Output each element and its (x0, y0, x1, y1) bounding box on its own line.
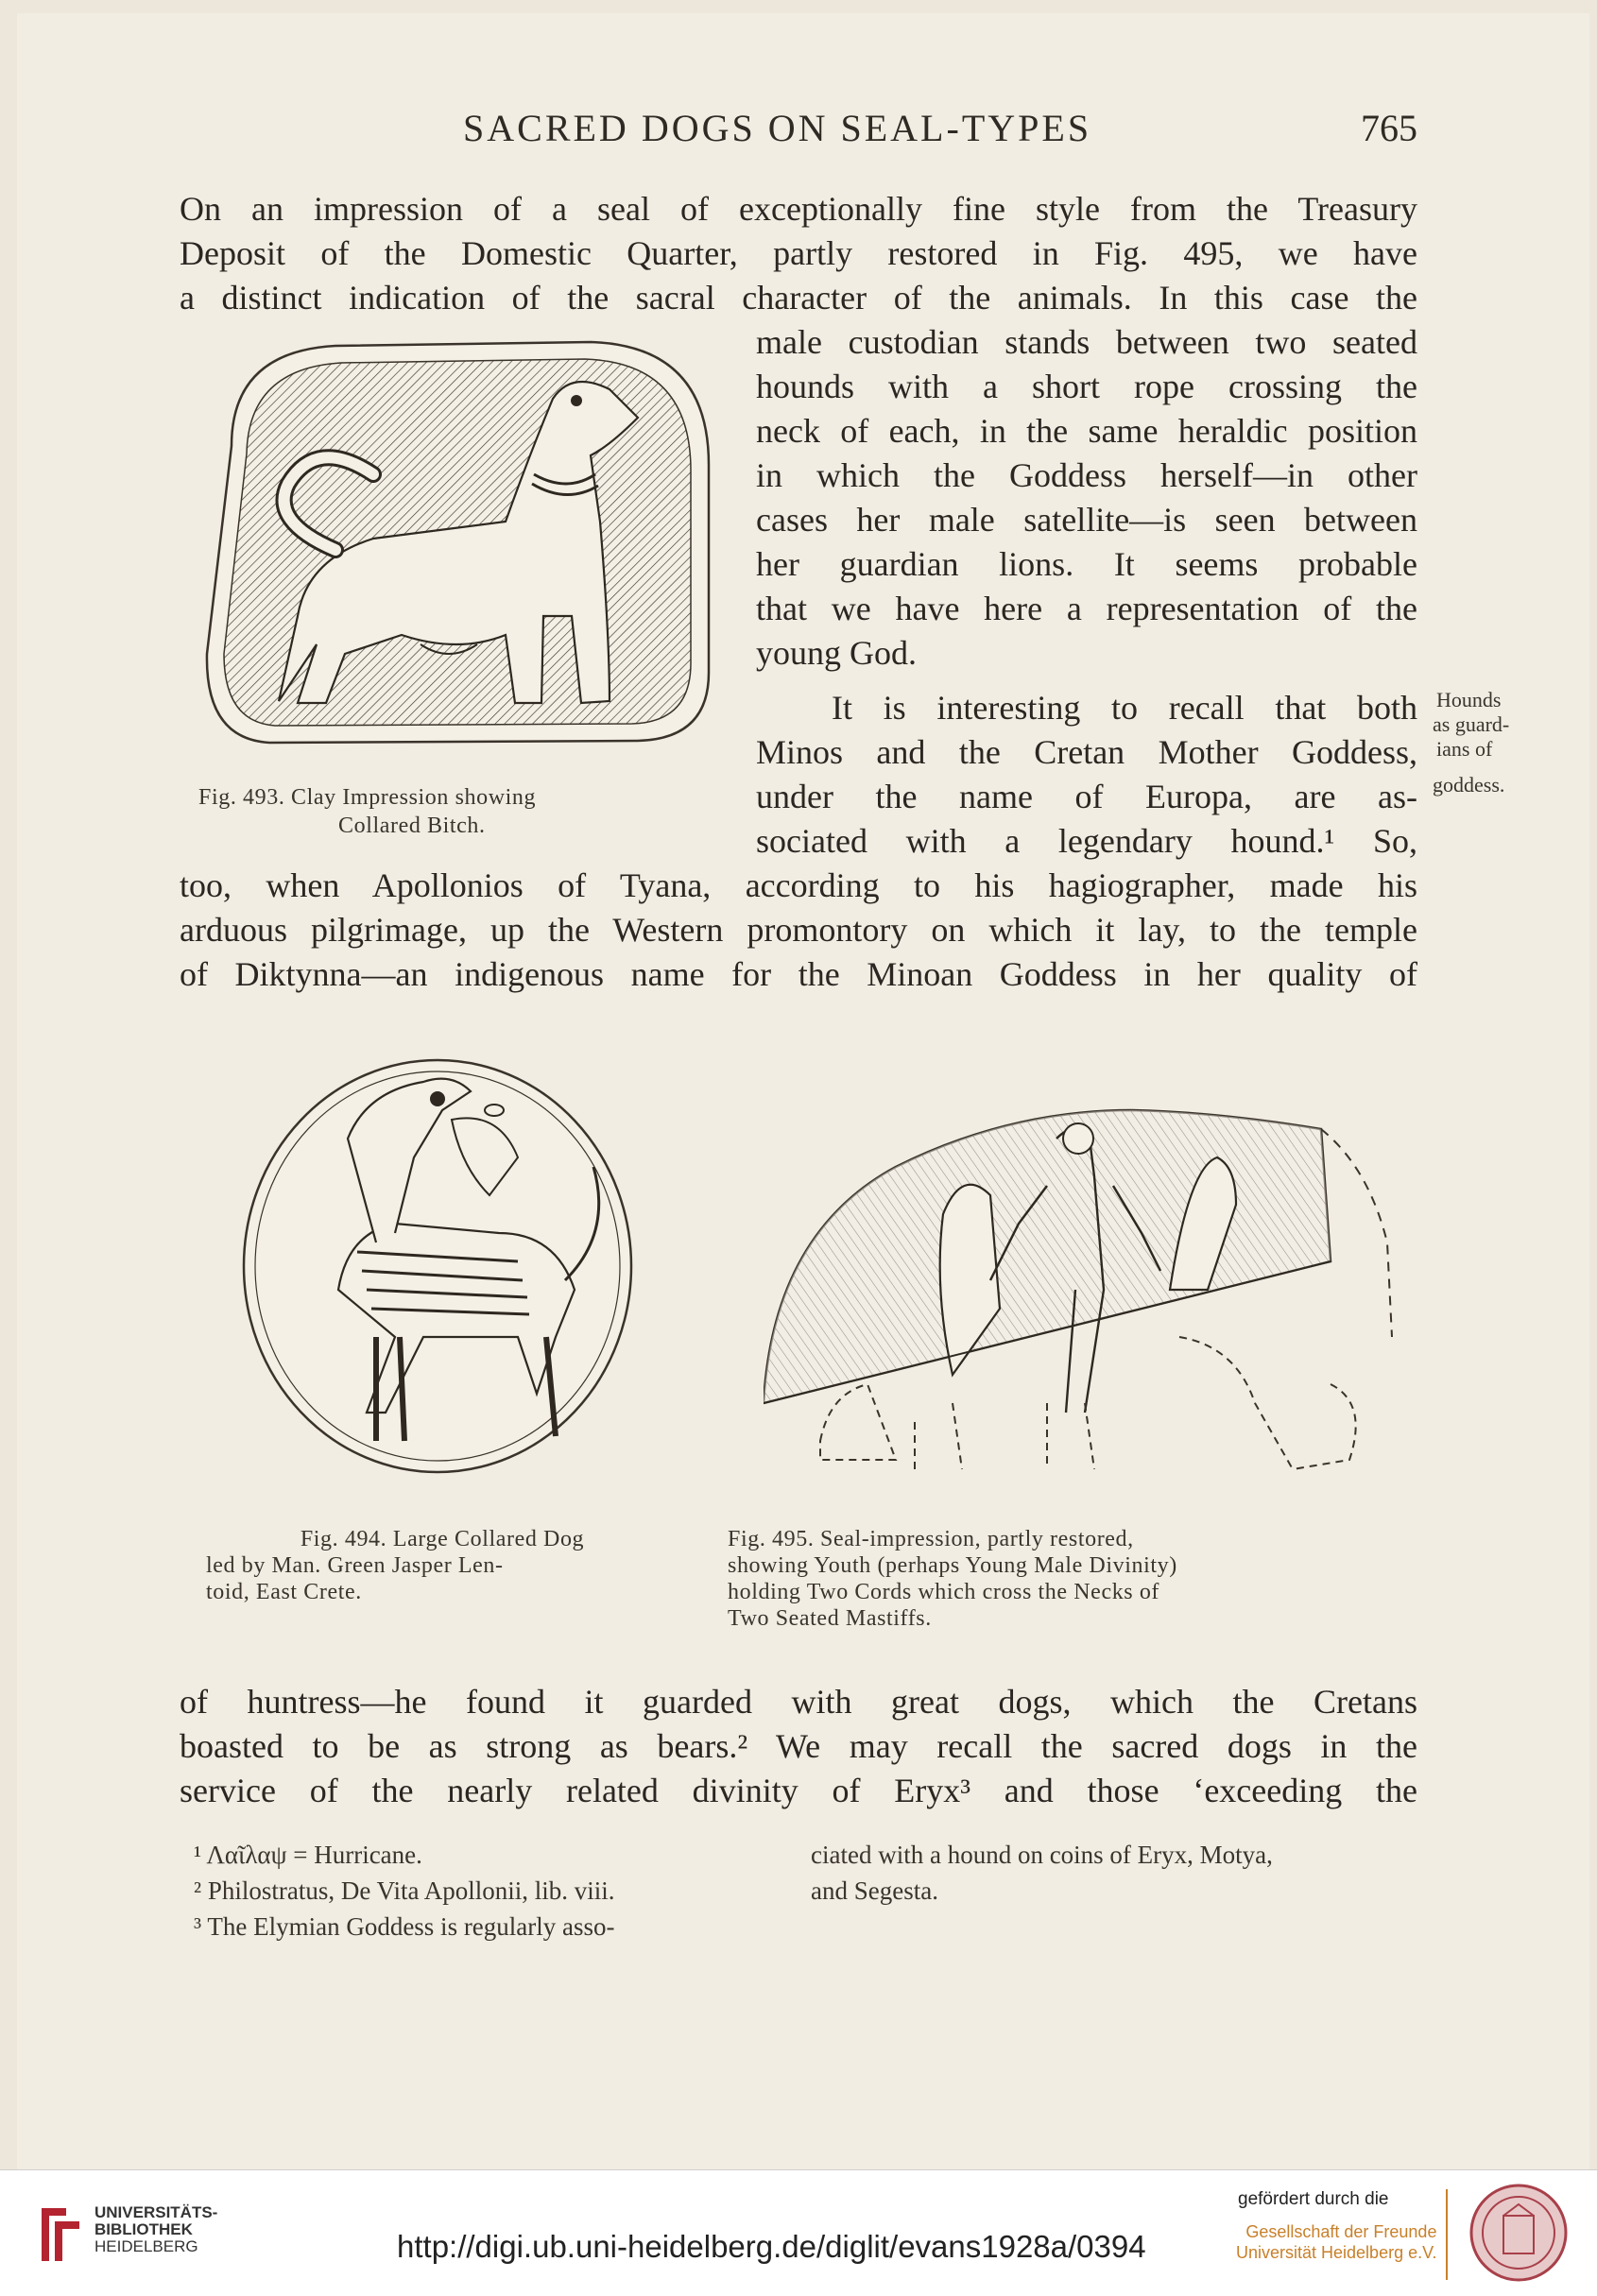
permalink-url[interactable]: http://digi.ub.uni-heidelberg.de/diglit/evans1928a/0394 (397, 2229, 1146, 2264)
figure-494-jasper-lentoid (234, 1054, 641, 1479)
library-name (94, 2204, 217, 2255)
figure-495-caption-line: holding Two Cords which cross the Necks of (728, 1580, 1160, 1604)
margin-note-line: as guard- (1433, 712, 1510, 736)
library-name-line: BIBLIOTHEK (94, 2220, 193, 2238)
body-line: young God. (756, 634, 917, 672)
footnote-line: ¹ Λαῖλαψ = Hurricane. (194, 1841, 422, 1869)
footnote-line: and Segesta. (811, 1876, 938, 1905)
sponsor-name (1236, 2221, 1436, 2263)
library-logo-icon (38, 2204, 85, 2270)
body-line: of Diktynna—an indigenous name for the Minoan Goddess in her quality of (180, 955, 1417, 993)
sponsor-divider (1446, 2189, 1448, 2280)
library-name-line: UNIVERSITÄTS- (94, 2203, 218, 2221)
figure-495-caption-line: Two Seated Mastiffs. (728, 1606, 932, 1631)
body-line: It is interesting to recall that both (832, 689, 1417, 727)
digitization-footer (0, 2169, 1597, 2296)
body-line: her guardian lions. It seems probable (756, 545, 1417, 583)
page-number: 765 (1361, 107, 1417, 149)
figure-495-seal-impression (764, 1101, 1416, 1488)
university-seal-icon (1469, 2184, 1568, 2287)
body-line: boasted to be as strong as bears.² We may recall the sacred dogs in the (180, 1727, 1417, 1765)
margin-note-line: goddess. (1433, 773, 1505, 797)
figure-493-caption-line: Collared Bitch. (338, 814, 486, 838)
sponsor-name-line: Universität Heidelberg e.V. (1236, 2243, 1437, 2262)
sponsor-name-line: Gesellschaft der Freunde (1245, 2222, 1437, 2241)
body-line: that we have here a representation of the (756, 590, 1417, 627)
figure-495-caption-line: showing Youth (perhaps Young Male Divinity) (728, 1553, 1177, 1578)
body-line: in which the Goddess herself—in other (756, 456, 1417, 494)
body-line: under the name of Europa, are as- (756, 778, 1417, 815)
running-title: SACRED DOGS ON SEAL-TYPES (463, 107, 1092, 149)
body-line: service of the nearly related divinity of Eryx³ and those ‘exceeding the (180, 1772, 1417, 1809)
body-line: too, when Apollonios of Tyana, according to his hagiographer, made his (180, 866, 1417, 904)
body-line: male custodian stands between two seated (756, 323, 1417, 361)
body-line: cases her male satellite—is seen between (756, 501, 1417, 539)
footnote-line: ² Philostratus, De Vita Apollonii, lib. viii. (194, 1876, 615, 1905)
sponsor-label: gefördert durch die (1238, 2189, 1389, 2209)
body-line: neck of each, in the same heraldic position (756, 412, 1417, 450)
body-line: sociated with a legendary hound.¹ So, (756, 822, 1417, 860)
figure-493-caption-line: Fig. 493. Clay Impression showing (198, 785, 537, 810)
footnote-line: ³ The Elymian Goddess is regularly asso- (194, 1912, 615, 1941)
body-line: hounds with a short rope crossing the (756, 368, 1417, 405)
figure-493-clay-impression (194, 333, 718, 748)
body-line: of huntress—he found it guarded with great dogs, which the Cretans (180, 1683, 1417, 1721)
body-line: Minos and the Cretan Mother Goddess, (756, 733, 1417, 771)
body-line: a distinct indication of the sacral character of the animals. In this case the (180, 279, 1417, 317)
margin-note-line: Hounds (1436, 688, 1502, 711)
library-name-line: HEIDELBERG (94, 2237, 198, 2255)
figure-495-caption-line: Fig. 495. Seal-impression, partly restored, (728, 1527, 1134, 1551)
footnote-line: ciated with a hound on coins of Eryx, Motya, (811, 1841, 1273, 1869)
body-line: On an impression of a seal of exceptionally fine style from the Treasury (180, 190, 1417, 228)
body-line: arduous pilgrimage, up the Western promontory on which it lay, to the temple (180, 911, 1417, 949)
figure-494-caption-line: toid, East Crete. (206, 1580, 362, 1604)
figure-494-caption-line: Fig. 494. Large Collared Dog (300, 1527, 585, 1551)
body-line: Deposit of the Domestic Quarter, partly restored in Fig. 495, we have (180, 234, 1417, 272)
figure-494-caption-line: led by Man. Green Jasper Len- (206, 1553, 504, 1578)
margin-note-line: ians of (1436, 737, 1493, 761)
